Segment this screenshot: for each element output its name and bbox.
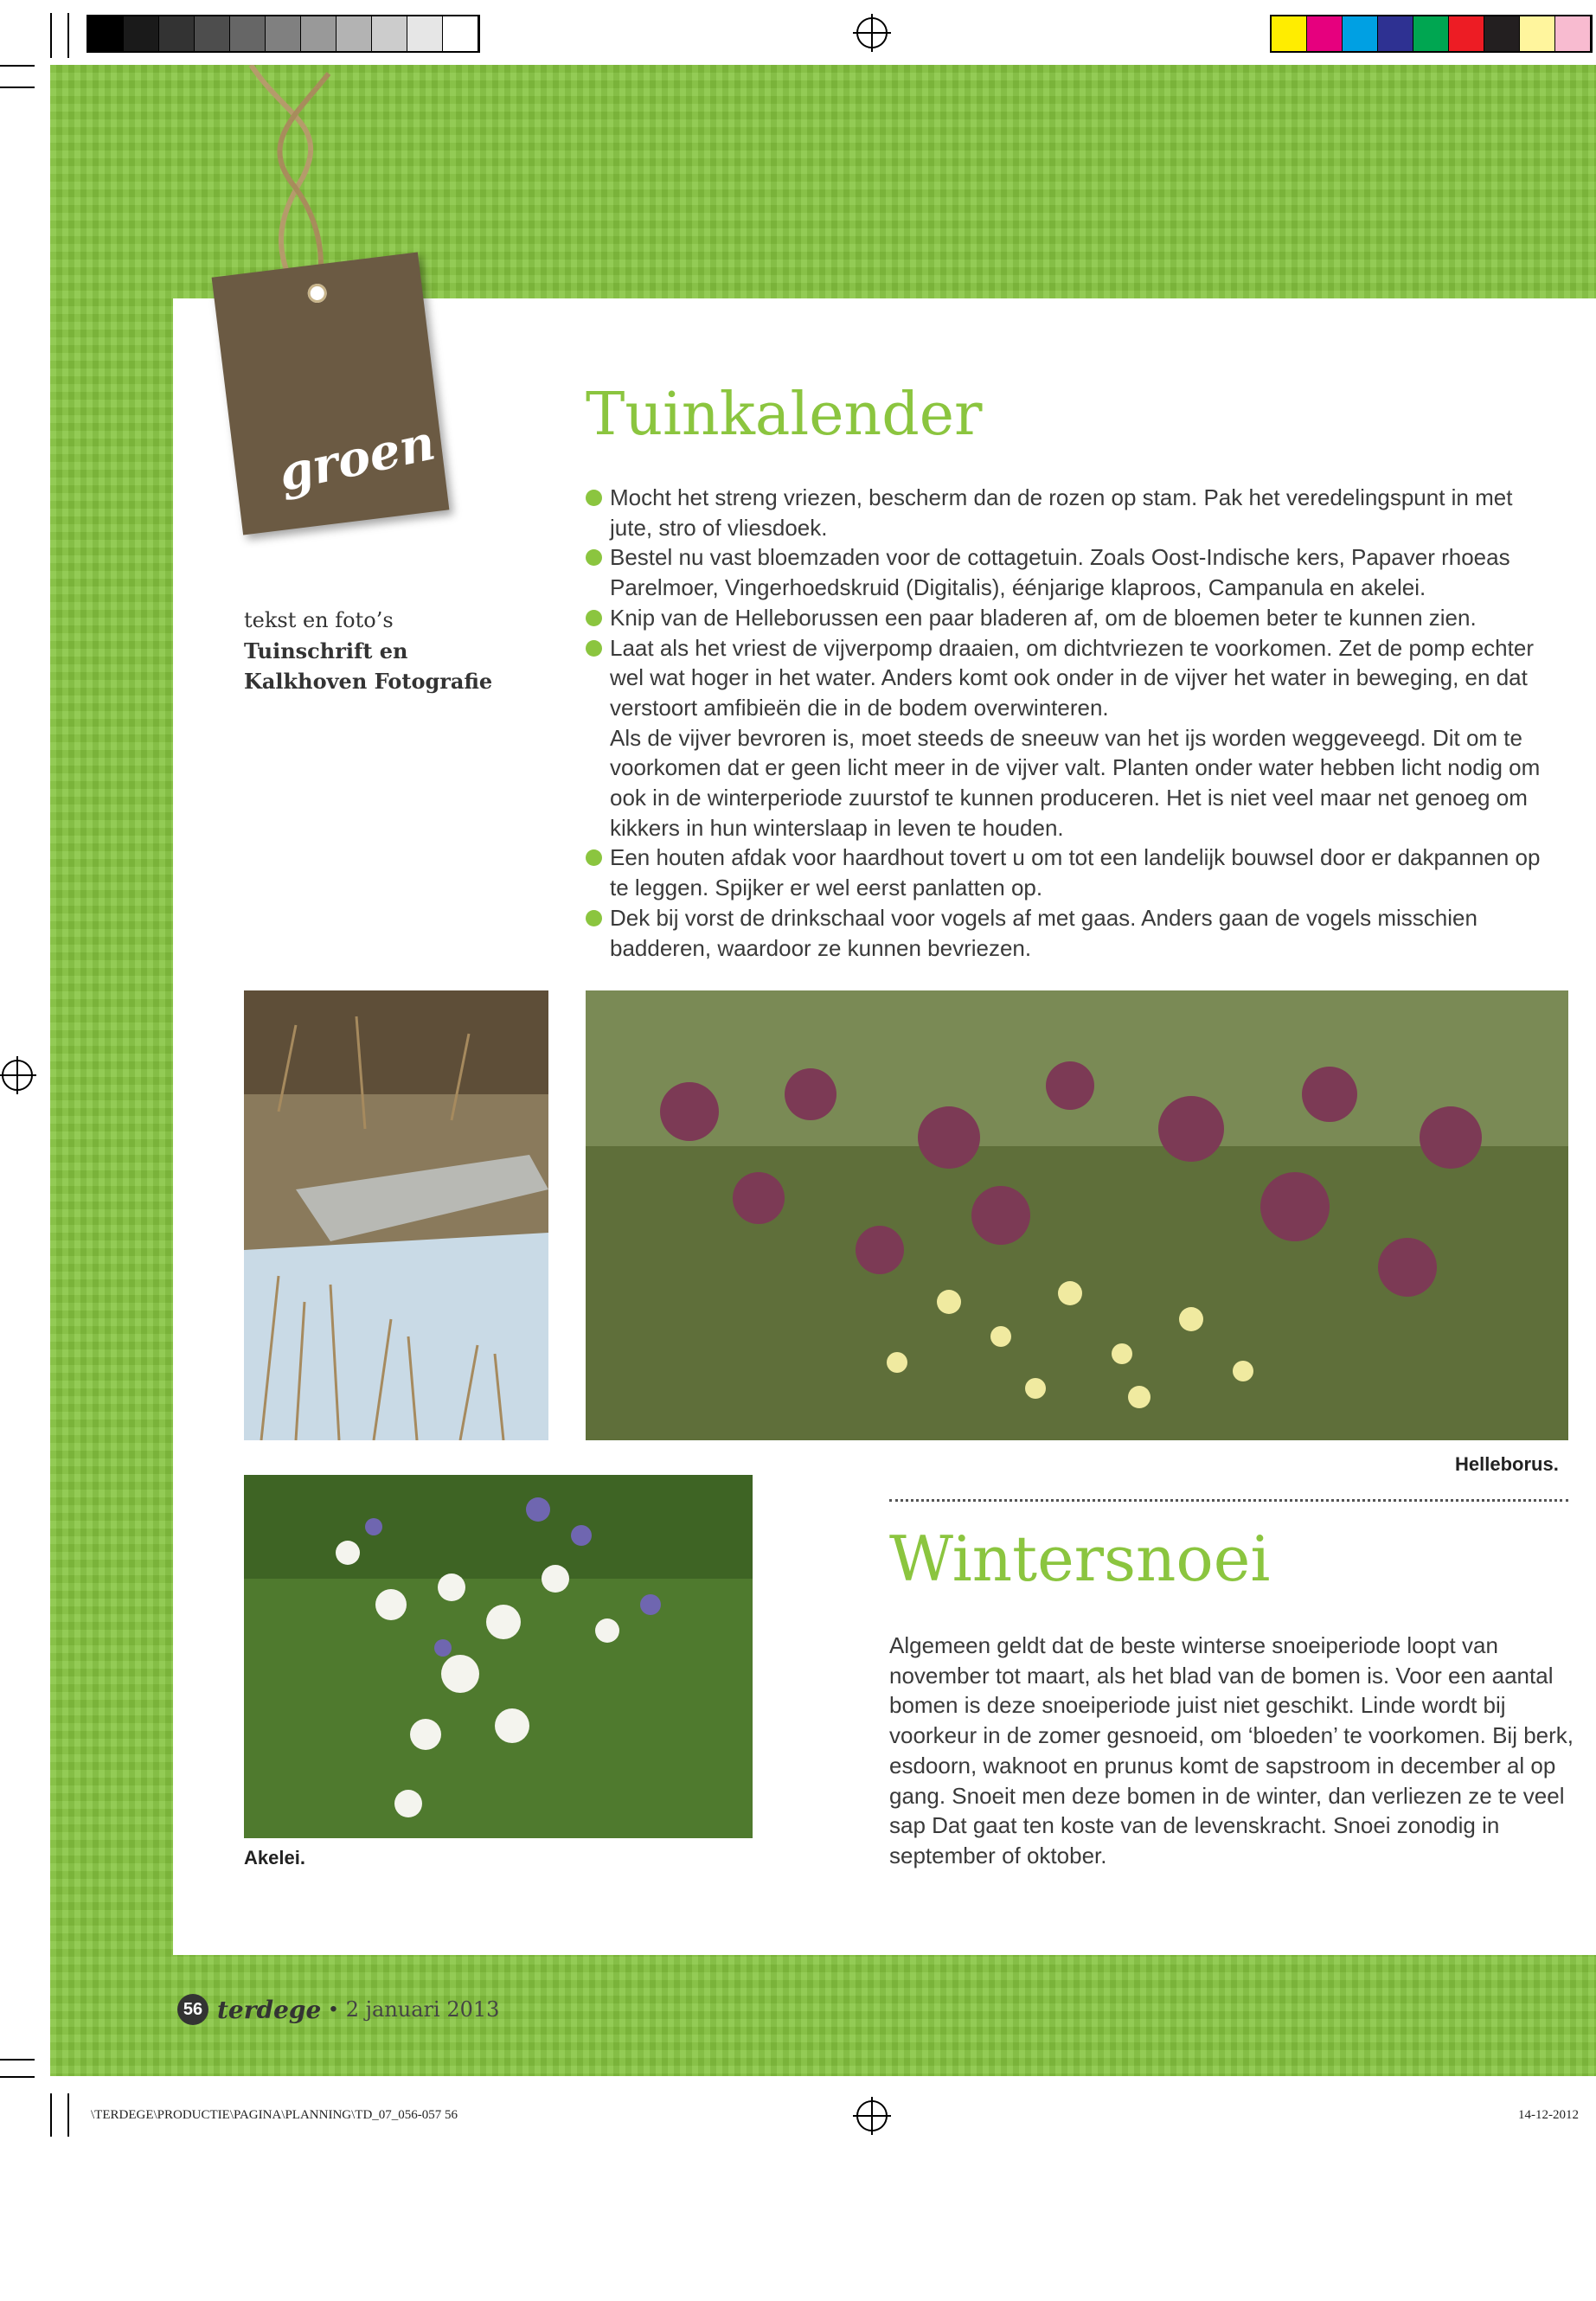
- crop-mark: [67, 13, 69, 58]
- photo-frozen-pond: [244, 990, 548, 1440]
- tag-hole: [306, 283, 328, 304]
- bullet-dot-icon: [586, 640, 602, 657]
- article-title-wintersnoei: Wintersnoei: [889, 1522, 1271, 1595]
- list-item: Mocht het streng vriezen, bescherm dan de rozen op stam. Pak het veredelingspunt in met jute, stro of vliesdoek.: [586, 483, 1546, 542]
- credit-line-1: tekst en foto’s: [244, 608, 394, 632]
- dotted-divider: [889, 1499, 1568, 1502]
- list-item: Laat als het vriest de vijverpomp draaien, om dichtvriezen te voorkomen. Zet de pomp echter wel wat hoger in het water. Anders komt ook onder in de vijver het water in beweging, en dat verstoort amfibieën die in de bodem overwinteren. Als de vijver bevroren is, moet steeds de sneeuw van het ijs worden weggeveegd. Dit om te voorkomen dat er geen licht meer in de vijver valt. Planten onder water hebben licht nodig om ook in de winterperiode zuurstof te kunnen produceren. Het is niet veel maar net genoeg om kikkers in hun winterslaap in leven te houden.: [586, 633, 1546, 843]
- caption-akelei: Akelei.: [244, 1847, 305, 1868]
- bullet-dot-icon: [586, 549, 602, 566]
- wintersnoei-body: Algemeen geldt dat de beste winterse snoeiperiode loopt van november tot maart, als het blad van de bomen is. Voor een aantal bomen is deze snoeiperiode juist niet geschikt. Linde wordt bij voorkeur in de zomer gesnoeid, om ‘bloeden’ te voorkomen. Bij berk, esdoorn, waknoot en prunus komt de sapstroom in december al op gang. Snoeit men deze bomen in de winter, dan verliezen ze te veel sap Dat gaat ten koste van de levenskracht. Snoei zonodig in september of oktober.: [889, 1632, 1574, 1868]
- section-tag: [212, 252, 450, 535]
- list-item-continuation: Als de vijver bevroren is, moet steeds de sneeuw van het ijs worden weggeveegd. Dit om te voorkomen dat er geen licht meer in de vijver valt. Planten onder water hebben licht nodig om ook in de winterperiode zuurstof te kunnen produceren. Het is niet veel maar net genoeg om kikkers in hun winterslaap in leven te houden.: [610, 724, 1541, 841]
- registration-mark: [2, 1060, 33, 1091]
- crop-mark: [50, 2093, 52, 2137]
- list-item: Dek bij vorst de drinkschaal voor vogels af met gaas. Anders gaan de vogels misschien badderen, waardoor ze kunnen bevriezen.: [586, 903, 1546, 963]
- brand-logo: terdege: [217, 1995, 322, 2024]
- page-number-badge: 56: [177, 1994, 208, 2025]
- tuinkalender-list: [586, 483, 1546, 963]
- bullet-dot-icon: [586, 610, 602, 626]
- crop-mark: [0, 87, 35, 88]
- photo-akelei: [244, 1475, 753, 1838]
- crop-mark: [0, 2076, 35, 2078]
- caption-helleborus: Helleborus.: [1455, 1453, 1559, 1475]
- list-item: Een houten afdak voor haardhout tovert u om tot een landelijk bouwsel door er dakpannen op te leggen. Spijker er wel eerst panlatten op.: [586, 843, 1546, 902]
- slug-date: 14-12-2012: [1518, 2108, 1579, 2122]
- section-tag-label: groen: [273, 413, 440, 503]
- bullet-dot-icon: [586, 490, 602, 506]
- bullet-dot-icon: [586, 849, 602, 866]
- issue-date: 2 januari 2013: [345, 1997, 500, 2022]
- list-item: Bestel nu vast bloemzaden voor de cottagetuin. Zoals Oost-Indische kers, Papaver rhoeas Parelmoer, Vingerhoedskruid (Digitalis), éénjarige klaproos, Campanula en akelei.: [586, 542, 1546, 602]
- grayscale-color-bar: [87, 15, 480, 53]
- bullet-dot-icon: [586, 910, 602, 926]
- registration-mark: [856, 2100, 888, 2131]
- registration-mark: [856, 17, 888, 48]
- slug-path: \TERDEGE\PRODUCTIE\PAGINA\PLANNING\TD_07_056-057 56: [91, 2108, 458, 2122]
- crop-mark: [50, 13, 52, 58]
- credit-line-3: Kalkhoven Fotografie: [244, 669, 493, 694]
- crop-mark: [0, 2059, 35, 2061]
- credit-line-2: Tuinschrift en: [244, 638, 408, 663]
- page-footer: [177, 1994, 499, 2025]
- photo-helleborus: [586, 990, 1568, 1440]
- process-color-bar: [1270, 15, 1593, 53]
- list-item: Knip van de Helleborussen een paar bladeren af, om de bloemen beter te kunnen zien.: [586, 603, 1546, 633]
- article-title-tuinkalender: Tuinkalender: [586, 381, 983, 449]
- crop-mark: [0, 65, 35, 67]
- crop-mark: [67, 2093, 69, 2137]
- footer-bullet: •: [330, 1997, 337, 2021]
- photo-credit: [244, 606, 492, 696]
